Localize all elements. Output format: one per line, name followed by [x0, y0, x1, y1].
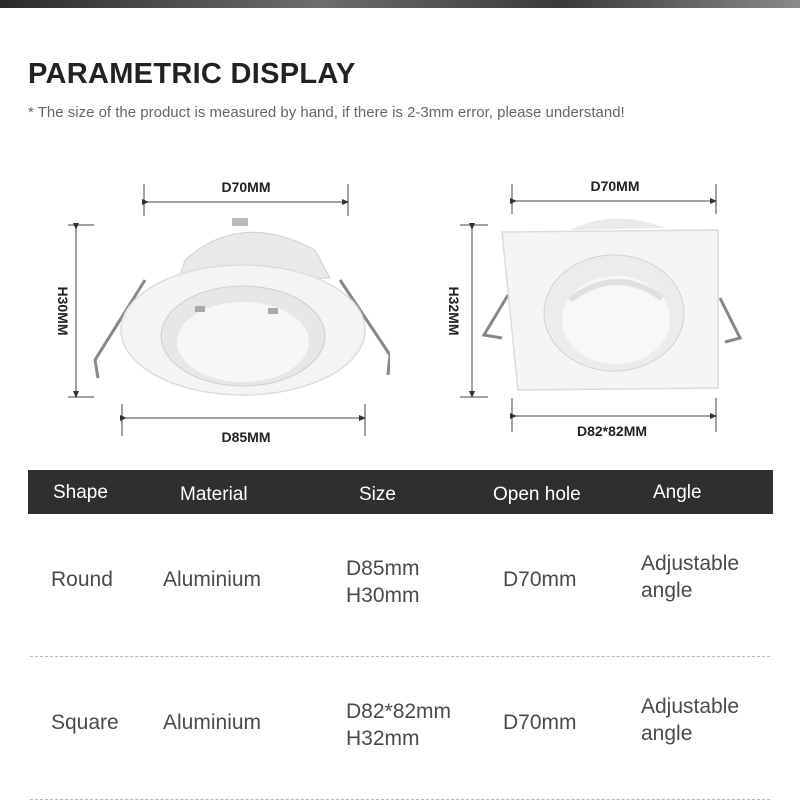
top-banner-strip [0, 0, 800, 8]
cell-material: Aluminium [163, 568, 262, 591]
round-bottom-dimension-label: D85MM [221, 429, 271, 445]
header-material: Material [180, 484, 248, 505]
cell-shape: Square [51, 711, 119, 734]
cell-size-line: H32mm [346, 727, 420, 750]
round-product-diagram [50, 170, 390, 450]
cell-angle-line: Adjustable [641, 552, 740, 575]
square-side-dimension-label: H32MM [446, 286, 462, 336]
square-top-dimension-label: D70MM [590, 178, 640, 194]
header-size: Size [359, 484, 396, 505]
measurement-note: * The size of the product is measured by hand, if there is 2-3mm error, please understand! [28, 104, 625, 121]
spec-table [28, 470, 773, 800]
table-row [28, 514, 773, 657]
square-product-diagram [440, 170, 750, 445]
round-top-dimension-label: D70MM [221, 179, 271, 195]
cell-size-line: D85mm [346, 557, 420, 580]
cell-open-hole: D70mm [503, 568, 577, 591]
cell-size-line: D82*82mm [346, 700, 452, 723]
cell-angle [641, 693, 739, 747]
round-downlight-image [95, 218, 390, 395]
cell-angle-line: angle [641, 579, 693, 602]
table-header-row [28, 470, 773, 514]
round-side-dimension-label: H30MM [55, 286, 71, 336]
page-title: PARAMETRIC DISPLAY [28, 58, 356, 90]
cell-shape: Round [51, 568, 113, 591]
cell-angle-line: Adjustable [641, 695, 740, 718]
cell-angle-line: angle [641, 722, 693, 745]
cell-material: Aluminium [163, 711, 262, 734]
cell-open-hole: D70mm [503, 711, 577, 734]
header-shape: Shape [53, 482, 108, 503]
header-angle: Angle [653, 482, 702, 503]
square-downlight-image [484, 218, 740, 390]
square-bottom-dimension-label: D82*82MM [576, 423, 648, 439]
table-row [28, 657, 773, 800]
cell-angle [641, 550, 739, 604]
row-divider [30, 799, 770, 800]
header-open-hole: Open hole [493, 484, 581, 505]
cell-size [346, 698, 451, 752]
cell-size-line: H30mm [346, 584, 420, 607]
cell-size [346, 555, 420, 609]
